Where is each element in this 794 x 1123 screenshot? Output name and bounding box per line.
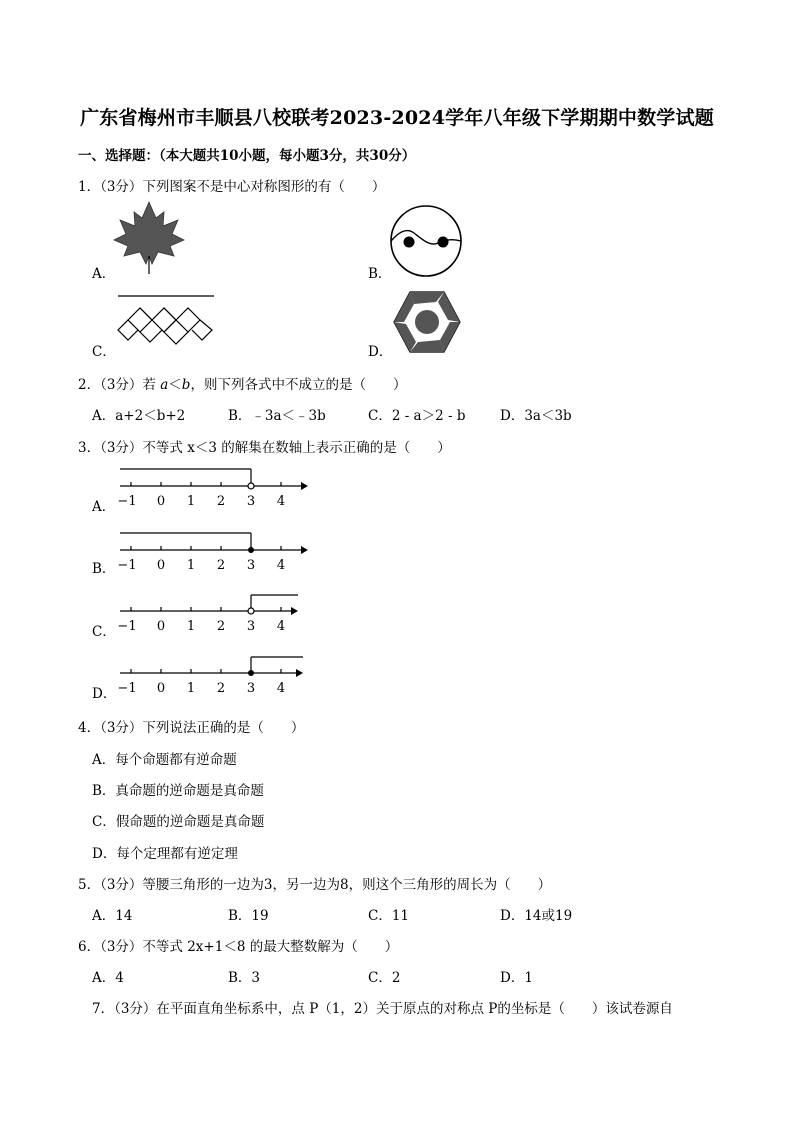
q4-option-a: A．每个命题都有逆命题 [92,752,237,768]
tick-label: 2 [216,681,226,696]
tick-label: 4 [276,619,286,634]
question-6-stem: 6．（3分）不等式 2x+1＜8 的最大整数解为（ ） [78,939,399,955]
tick-label: 3 [246,558,256,573]
tick-label: −1 [117,494,137,509]
q2-option-d: D．3a＜3b [500,408,572,424]
tick-label: 3 [246,619,256,634]
tick-label: 3 [246,681,256,696]
tick-label: −1 [117,619,137,634]
q5-option-d: D．14或19 [500,908,573,924]
section-heading: 一、选择题：（本大题共10小题，每小题3分，共30分） [78,148,416,164]
q1-option-a-label: A． [92,266,116,282]
question-7-stem: 7．（3分）在平面直角坐标系中，点 P（1，2）关于原点的对称点 P的坐标是（ ）该试卷源自 [92,1001,673,1017]
maple-leaf-figure [112,200,188,275]
tick-label: 1 [186,494,196,509]
q3-option-c-label: C． [92,624,116,640]
tick-label: 2 [216,558,226,573]
q6-option-d: D．1 [500,970,533,986]
question-5-stem: 5．（3分）等腰三角形的一边为3，另一边为8，则这个三角形的周长为（ ） [78,877,552,893]
tick-label: 1 [186,681,196,696]
tick-label: 1 [186,619,196,634]
q6-option-b: B．3 [228,970,261,986]
q1-option-d-label: D． [368,344,393,360]
tick-label: 3 [246,494,256,509]
tick-label: 0 [156,681,166,696]
number-line-d [118,653,308,697]
number-line-b [118,530,308,574]
q3-option-a-label: A． [92,499,116,515]
number-line-a [118,466,308,510]
q1-option-c-label: C． [92,344,116,360]
q1-option-b-label: B． [368,266,392,282]
tick-label: 0 [156,558,166,573]
q4-option-d: D．每个定理都有逆定理 [92,846,238,862]
question-4-stem: 4．（3分）下列说法正确的是（ ） [78,720,305,736]
tick-label: −1 [117,558,137,573]
tick-label: −1 [117,681,137,696]
question-3-stem: 3．（3分）不等式 x＜3 的解集在数轴上表示正确的是（ ） [78,440,451,456]
q5-option-c: C．11 [368,908,410,924]
hexagon-pinwheel-figure [392,290,462,354]
q5-option-a: A．14 [92,908,133,924]
q2-option-c: C．2 - a＞2 - b [368,408,466,424]
q4-option-b: B．真命题的逆命题是真命题 [92,783,264,799]
tick-label: 1 [186,558,196,573]
q4-option-c: C．假命题的逆命题是真命题 [92,814,265,830]
tick-label: 4 [276,494,286,509]
q3-option-b-label: B． [92,561,116,577]
yin-yang-figure [388,203,464,279]
q6-option-a: A．4 [92,970,124,986]
q3-option-d-label: D． [92,686,117,702]
q2-option-a: A．a+2＜b+2 [92,408,186,424]
number-line-c [118,591,308,635]
q6-option-c: C．2 [368,970,401,986]
tick-label: 0 [156,619,166,634]
q2-option-b: B．﹣3a＜﹣3b [228,408,326,424]
q5-option-b: B．19 [228,908,269,924]
page-title: 广东省梅州市丰顺县八校联考2023-2024学年八年级下学期期中数学试题 [80,107,714,129]
tick-label: 0 [156,494,166,509]
tick-label: 2 [216,494,226,509]
tick-label: 4 [276,558,286,573]
knot-pattern-figure [116,293,216,345]
tick-label: 2 [216,619,226,634]
question-2-stem: 2．（3分）若 a＜b，则下列各式中不成立的是（ ） [78,377,407,393]
tick-label: 4 [276,681,286,696]
question-1-stem: 1．（3分）下列图案不是中心对称图形的有（ ） [78,179,386,195]
